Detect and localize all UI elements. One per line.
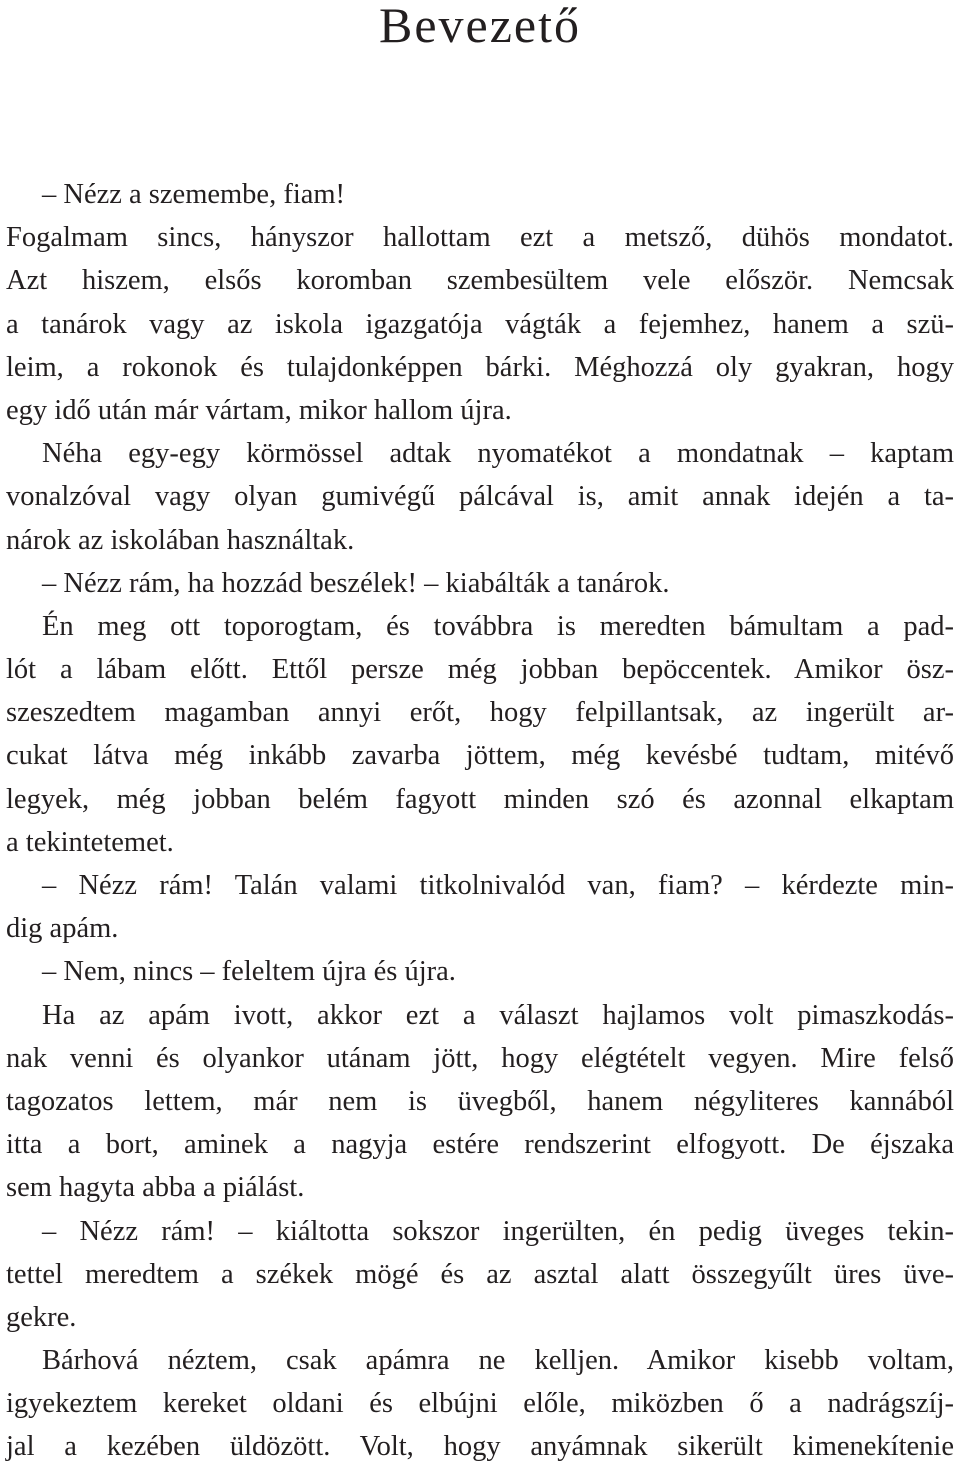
text-line: – Nézz rám! Talán valami titkolnivalód van, fiam? – kérdezte min- — [42, 870, 954, 901]
text-line: Azt hiszem, elsős koromban szembesültem vele először. Nemcsak — [6, 265, 954, 297]
text-line: – Nézz rám! – kiáltotta sokszor ingerülten, én pedig üveges tekin- — [42, 1215, 954, 1247]
text-line: legyek, még jobban belém fagyott minden szó és azonnal elkaptam — [6, 783, 954, 815]
body-text — [6, 173, 954, 1469]
text-line: vonalzóval vagy olyan gumivégű pálcával is, amit annak idején a ta- — [6, 481, 954, 513]
text-line: szeszedtem magamban annyi erőt, hogy felpillantsak, az ingerült ar- — [6, 697, 954, 729]
text-line: Én meg ott toporogtam, és továbbra is meredten bámultam a pad- — [42, 610, 954, 642]
text-line: – Nézz rám, ha hozzád beszélek! – kiabálták a tanárok. — [42, 567, 670, 599]
text-line: egy idő után már vártam, mikor hallom újra. — [6, 394, 512, 426]
text-line: Néha egy-egy körmössel adtak nyomatékot a mondatnak – kaptam — [42, 438, 954, 470]
text-line: a tanárok vagy az iskola igazgatója vágták a fejemhez, hanem a szü- — [6, 308, 954, 340]
text-line: igyekeztem kereket oldani és elbújni előle, miközben ő a nadrágszíj- — [6, 1388, 954, 1420]
text-line: a tekintetemet. — [6, 826, 174, 858]
text-line: tettel meredtem a székek mögé és az asztal alatt összegyűlt üres üve- — [6, 1258, 954, 1290]
page-title: Bevezető — [378, 0, 581, 53]
text-line: sem hagyta abba a piálást. — [6, 1172, 305, 1204]
text-line: dig apám. — [6, 913, 119, 945]
text-line: nárok az iskolában használtak. — [6, 524, 355, 556]
text-line: Bárhová néztem, csak apámra ne kelljen. Amikor kisebb voltam, — [42, 1345, 954, 1377]
text-line: lót a lábam előtt. Ettől persze még jobban bepöccentek. Amikor ösz- — [6, 654, 954, 686]
text-line: itta a bort, aminek a nagyja estére rendszerint elfogyott. De éjszaka — [6, 1129, 954, 1161]
text-line: jal a kezében üldözött. Volt, hogy anyámnak sikerült kimenekítenie — [6, 1431, 954, 1463]
text-line: – Nem, nincs – feleltem újra és újra. — [42, 956, 456, 988]
text-line: nak venni és olyankor utánam jött, hogy elégtételt vegyen. Mire felső — [6, 1042, 954, 1074]
text-line: Ha az apám ivott, akkor ezt a választ hajlamos volt pimaszkodás- — [42, 999, 954, 1031]
text-line: cukat látva még inkább zavarba jöttem, még kevésbé tudtam, mitévő — [6, 740, 954, 772]
text-line: Fogalmam sincs, hányszor hallottam ezt a metsző, dühös mondatot. — [6, 222, 954, 254]
text-line: leim, a rokonok és tulajdonképpen bárki. Méghozzá oly gyakran, hogy — [6, 351, 954, 383]
text-line: tagozatos lettem, már nem is üvegből, hanem négyliteres kannából — [6, 1085, 954, 1117]
text-line: – Nézz a szemembe, fiam! — [42, 179, 346, 210]
text-line: gekre. — [6, 1301, 77, 1333]
